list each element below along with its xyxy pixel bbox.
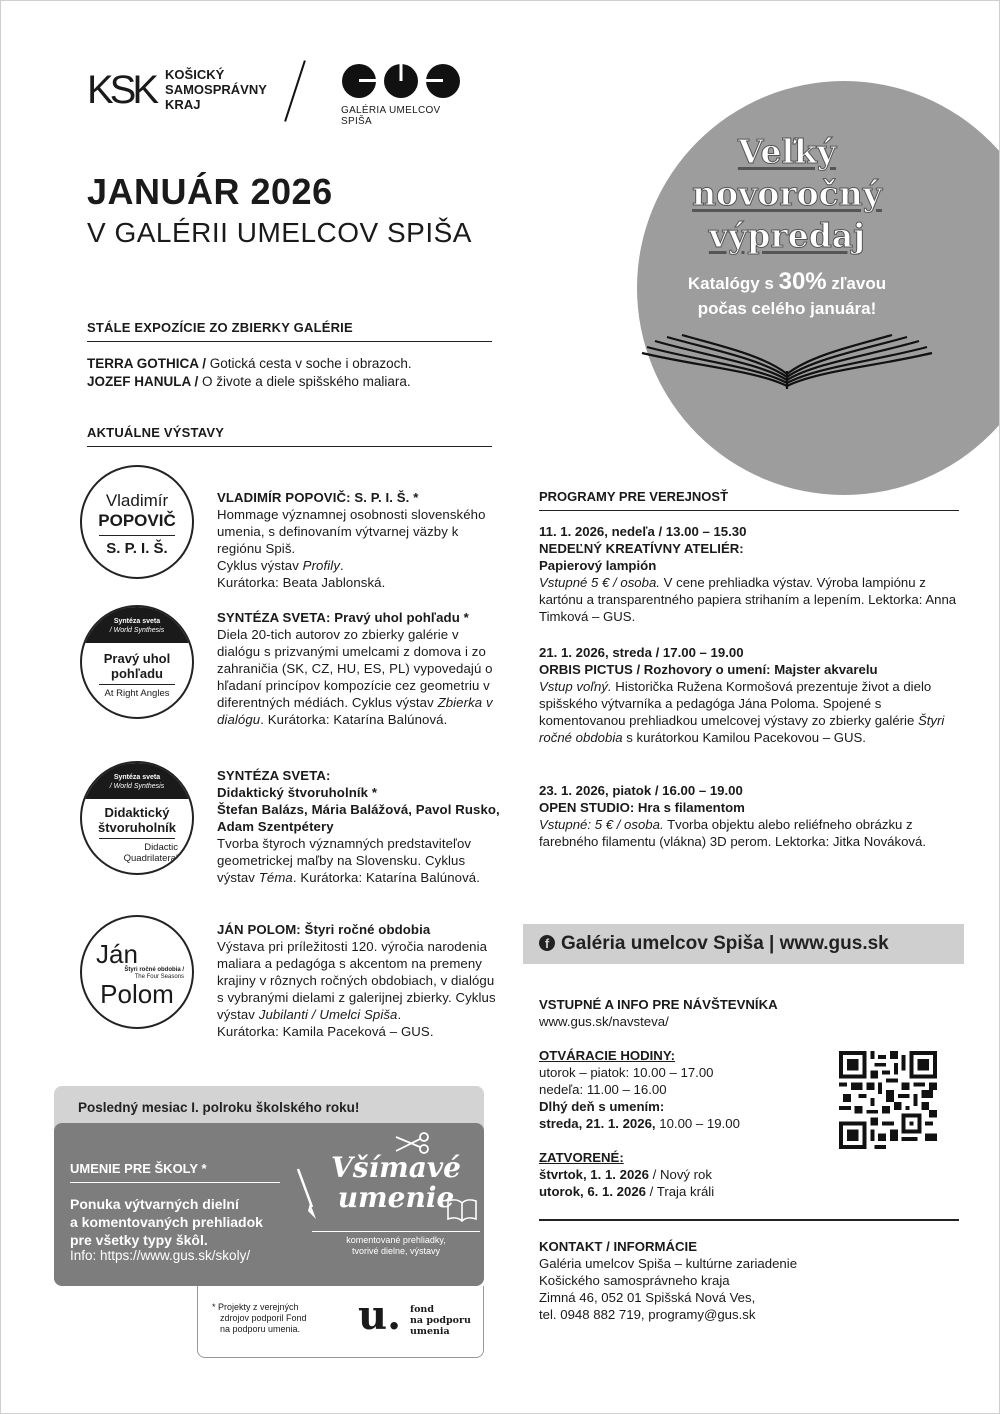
badge-line: pohľadu <box>111 666 163 681</box>
badge-line: Didactic <box>144 842 178 853</box>
badge-line: POPOVIČ <box>98 511 176 530</box>
exhibition-cycle-post: . Kurátorka: Katarína Balúnová. <box>292 870 480 885</box>
school-text-line: pre všetky typy škôl. <box>70 1232 208 1248</box>
badge-line: At Right Angles <box>104 688 170 699</box>
fund-note <box>212 1302 330 1335</box>
gus-logo <box>341 63 471 127</box>
sale-text-line2: počas celého januára! <box>697 299 877 318</box>
closed-date: utorok, 6. 1. 2026 <box>539 1184 647 1199</box>
exhibition-pravy-uhol <box>217 609 502 728</box>
exhibition-cycle: Zbierka v dialógu <box>217 695 493 727</box>
exhibition-authors: Štefan Balázs, Mária Balážová, Pavol Rusko, Adam Szentpétery <box>217 802 500 834</box>
exhibition-cycle-post: . Kurátorka: Katarína Balúnová. <box>260 712 448 727</box>
exhibition-polom <box>217 921 502 1040</box>
exhibition-didakticky <box>217 767 502 886</box>
exhibition-popovic <box>217 489 502 591</box>
permanent-name: JOZEF HANULA / <box>87 374 199 389</box>
brand-subtitle <box>312 1231 480 1257</box>
program-price: Vstup voľný. <box>539 679 612 694</box>
ksk-logo <box>87 67 267 112</box>
school-banner-title: Posledný mesiac I. polroku školského roku! <box>78 1100 360 1115</box>
contact-line: Galéria umelcov Spiša – kultúrne zariadenie <box>539 1256 798 1271</box>
visitor-url[interactable]: www.gus.sk/navsteva/ <box>539 1014 669 1029</box>
contact-line: Zimná 46, 052 01 Spišská Nová Ves, <box>539 1290 756 1305</box>
school-box <box>54 1123 484 1286</box>
closed-reason: / Nový rok <box>648 1167 712 1182</box>
page-subtitle: V GALÉRII UMELCOV SPIŠA <box>87 217 472 248</box>
program-name: Papierový lampión <box>539 558 657 573</box>
badge-caption-line: / World Synthesis <box>109 627 165 634</box>
exhibition-title: Didaktický štvoruholník * <box>217 785 378 800</box>
badge-caption-line: Syntéza sveta <box>113 774 161 781</box>
exhibition-cycle-pre: Cyklus výstav <box>217 558 303 573</box>
program-price: Vstupné: 5 € / osoba. <box>539 817 664 832</box>
gus-circle-u <box>383 63 419 99</box>
program-item <box>539 523 959 625</box>
brand-line: Všímavé <box>331 1151 461 1184</box>
badge-divider <box>99 684 175 685</box>
badge-line: Polom <box>100 979 174 1009</box>
exhibition-title: SYNTÉZA SVETA: <box>217 768 331 783</box>
contact-heading: KONTAKT / INFORMÁCIE <box>539 1239 697 1254</box>
fund-name-line: na podporu <box>410 1315 471 1326</box>
sale-text-pre: Katalógy s <box>687 274 779 293</box>
sale-circle <box>637 81 1000 495</box>
logo-divider <box>284 60 306 121</box>
sale-title-line: výpredaj <box>708 216 866 255</box>
page-title: JANUÁR 2026 <box>87 171 333 212</box>
exhibition-curator: Kurátorka: Beata Jablonská. <box>217 575 386 590</box>
sale-title-line: novoročný <box>692 174 882 213</box>
program-desc: s kurátorkou Kamilou Pacekovou – GUS. <box>622 730 866 745</box>
fund-logo-mark: u. <box>358 1292 402 1339</box>
ksk-line: KRAJ <box>165 97 201 112</box>
badge-line: štvoruholník <box>97 820 176 835</box>
permanent-list <box>87 355 412 391</box>
hours-line: nedeľa: 11.00 – 16.00 <box>539 1082 667 1097</box>
sale-text-post: zľavou <box>826 274 887 293</box>
hours-heading: OTVÁRACIE HODINY: <box>539 1048 676 1063</box>
contact-line: Košického samosprávneho kraja <box>539 1273 730 1288</box>
badge-line: Vladimír <box>105 491 169 510</box>
school-info-link[interactable]: Info: https://www.gus.sk/skoly/ <box>70 1248 251 1263</box>
fund-box <box>197 1286 484 1358</box>
long-day-time: 10.00 – 19.00 <box>655 1116 740 1131</box>
exhibition-cycle-pre: Cyklus výstav <box>348 695 438 710</box>
closed-date: štvrtok, 1. 1. 2026 <box>539 1167 649 1182</box>
open-book-icon <box>637 331 937 391</box>
school-label: UMENIE PRE ŠKOLY * <box>70 1161 280 1183</box>
ksk-line: KOŠICKÝ <box>165 67 225 82</box>
badge-popovic <box>80 465 194 579</box>
gus-logo-name: GALÉRIA UMELCOV SPIŠA <box>341 105 441 127</box>
exhibition-title: VLADIMÍR POPOVIČ: S. P. I. Š. * <box>217 490 419 505</box>
program-name: ORBIS PICTUS / Rozhovory o umení: Majster akvarelu <box>539 662 878 677</box>
contact-line: tel. 0948 882 719, programy@gus.sk <box>539 1307 756 1322</box>
exhibition-title: JÁN POLOM: Štyri ročné obdobia <box>217 922 431 937</box>
badge-caption-line: / World Synthesis <box>109 783 165 790</box>
exhibition-curator: Kurátorka: Kamila Paceková – GUS. <box>217 1024 434 1039</box>
badge-caption <box>82 763 192 799</box>
program-desc-italic: Štyri ročné obdobia <box>539 713 945 745</box>
permanent-desc: O živote a diele spišského maliara. <box>198 374 411 389</box>
gus-circle-s <box>425 63 461 99</box>
sale-text <box>637 269 937 321</box>
badge-line: Quadrilateral <box>123 853 178 864</box>
badge-line: S. P. I. Š. <box>106 540 168 557</box>
badge-polom <box>80 915 194 1029</box>
visitor-heading: VSTUPNÉ A INFO PRE NÁVŠTEVNÍKA <box>539 997 778 1012</box>
exhibition-cycle-pre: Cyklus výstav <box>217 990 496 1022</box>
school-text <box>70 1195 263 1249</box>
exhibition-body: Tvorba štyroch významných predstaviteľov geometrickej maľby na Slovensku. <box>217 836 472 868</box>
permanent-name: TERRA GOTHICA / <box>87 356 206 371</box>
long-day-heading: Dlhý deň s umením: <box>539 1099 665 1114</box>
sale-title <box>637 131 937 257</box>
badge-line: Pravý uhol <box>103 651 171 666</box>
list-item <box>87 373 412 391</box>
program-desc: Historička Ružena Kormošová prezentuje život a dielo spišského výtvarníka a pedagóga Jána Poloma. Spojené s komentovanou prehliadkou umelcovej výstavy zo zbierky galérie <box>539 679 932 728</box>
exhibition-cycle: Téma <box>258 870 293 885</box>
ksk-line: SAMOSPRÁVNY <box>165 82 267 97</box>
gus-logo-mark <box>341 63 471 99</box>
school-text-line: Ponuka výtvarných dielní <box>70 1196 239 1212</box>
closed-reason: / Traja králi <box>646 1184 715 1199</box>
program-name: NEDEĽNÝ KREATÍVNY ATELIÉR: <box>539 541 744 556</box>
ksk-logo-mark: KSK <box>87 67 156 112</box>
social-text: Galéria umelcov Spiša | www.gus.sk <box>561 933 889 954</box>
program-date: 11. 1. 2026, nedeľa / 13.00 – 15.30 <box>539 524 747 539</box>
exhibition-cycle-post: . <box>397 1007 402 1022</box>
exhibition-cycle: Jubilanti / Umelci Spiša <box>258 1007 398 1022</box>
program-desc: Tvorba objektu alebo reliéfneho obrázku z farebného filamentu (vlákna) 3D perom. Lektorka: Jitka Nováková. <box>539 817 927 849</box>
fund-note-line: * Projekty z verejných <box>212 1302 299 1312</box>
fund-name-line: fond <box>410 1304 434 1315</box>
program-date: 21. 1. 2026, streda / 17.00 – 19.00 <box>539 645 744 660</box>
contact-info <box>539 1238 959 1323</box>
exhibition-body: Diela 20-tich autorov zo zbierky galérie v dialógu s prizvanými umelcami z domova i zo zahraničia (SK, CZ, HU, ES, PL) vypovedajú o hľadaní princípov kompozície cez geometriu v diferentných médiách. <box>217 627 493 710</box>
section-heading-permanent: STÁLE EXPOZÍCIE ZO ZBIERKY GALÉRIE <box>87 320 492 342</box>
exhibition-cycle: Profily <box>302 558 341 573</box>
badge-divider <box>99 535 175 536</box>
fund-name-line: umenia <box>410 1326 450 1337</box>
program-desc: V cene prehliadka výstav. Výroba lampiónu z kartónu a transparentného papiera strihaním a lepením. Lektorka: Anna Timková – GUS. <box>539 575 957 624</box>
exhibition-cycle-pre: Cyklus výstav <box>217 853 466 885</box>
program-date: 23. 1. 2026, piatok / 16.00 – 19.00 <box>539 783 743 798</box>
facebook-icon: f <box>539 935 555 951</box>
exhibition-title: SYNTÉZA SVETA: Pravý uhol pohľadu * <box>217 610 469 625</box>
program-price: Vstupné 5 € / osoba. <box>539 575 660 590</box>
fund-note-line: na podporu umenia. <box>220 1324 301 1334</box>
book-icon <box>446 1197 478 1223</box>
exhibition-cycle-post: . <box>340 558 344 573</box>
section-heading-programs: PROGRAMY PRE VEREJNOSŤ <box>539 489 959 511</box>
qr-code[interactable] <box>839 1051 937 1149</box>
program-item <box>539 782 959 850</box>
brand-sub-line: tvorivé dielne, výstavy <box>351 1246 441 1256</box>
hours-line: utorok – piatok: 10.00 – 17.00 <box>539 1065 714 1080</box>
social-bar[interactable] <box>523 924 964 964</box>
brand-line: umenie <box>337 1181 455 1214</box>
program-item <box>539 644 959 746</box>
exhibition-body: Hommage významnej osobnosti slovenského umenia, s definovaním výtvarnej väzby k regiónu Spiš. <box>217 507 486 556</box>
closed-heading: ZATVORENÉ: <box>539 1150 624 1165</box>
sale-discount: 30% <box>778 268 827 295</box>
badge-small: The Four Seasons <box>134 974 184 980</box>
permanent-desc: Gotická cesta v soche i obrazoch. <box>206 356 412 371</box>
badge-line: Didaktický <box>104 805 170 820</box>
exhibition-body: Výstava pri príležitosti 120. výročia narodenia maliara a pedagóga s akcentom na premeny krajiny v rôznych ročných obdobiach, v dialógu s vybranými dielami z galerijnej zbierky. <box>217 939 495 1005</box>
badge-line: Ján <box>96 939 138 969</box>
list-item <box>87 355 412 373</box>
badge-small: Štyri ročné obdobia / <box>124 967 184 973</box>
school-text-line: a komentovaných prehliadok <box>70 1214 263 1230</box>
section-heading-current: AKTUÁLNE VÝSTAVY <box>87 425 492 447</box>
gus-circle-g <box>341 63 377 99</box>
badge-caption <box>82 607 192 643</box>
program-name: OPEN STUDIO: Hra s filamentom <box>539 800 745 815</box>
ksk-logo-text <box>165 67 267 112</box>
contact-divider <box>539 1219 959 1221</box>
badge-caption-line: Syntéza sveta <box>113 618 161 625</box>
sale-title-line: Veľký <box>737 132 837 171</box>
brand-sub-line: komentované prehliadky, <box>346 1235 446 1245</box>
fund-note-line: zdrojov podporil Fond <box>220 1313 307 1323</box>
badge-didakticky <box>80 761 194 875</box>
long-day-date: streda, 21. 1. 2026, <box>539 1116 656 1131</box>
badge-divider <box>99 838 175 839</box>
fund-logo-name <box>410 1304 471 1337</box>
badge-pravy-uhol <box>80 605 194 719</box>
